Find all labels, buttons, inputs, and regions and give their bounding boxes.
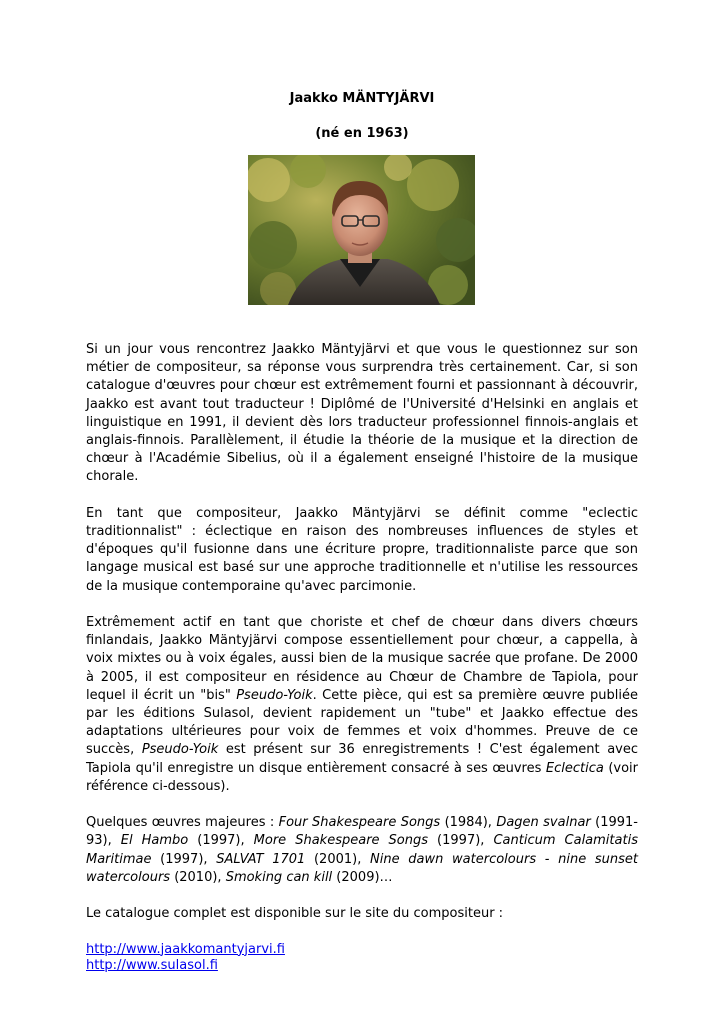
work-title-pseudo-yoik: Pseudo-Yoik xyxy=(236,687,313,703)
composer-name-heading: Jaakko MÄNTYJÄRVI xyxy=(289,91,435,106)
album-title-eclectica: Eclectica xyxy=(545,760,604,776)
work-title: Dagen svalnar xyxy=(496,815,591,831)
work-title: Canticum Calamitatis Maritimae xyxy=(86,833,638,867)
career-text: est présent sur 36 enregistrements ! C'est également avec Tapiola qu'il enregistre un disque entièrement consacré à ses œuvres xyxy=(86,742,639,776)
bio-paragraph-career xyxy=(86,614,638,796)
career-text: Extrêmement actif en tant que choriste et chef de chœur dans divers chœurs finlandais, Jaakko Mäntyjärvi compose essentiellement pour chœur, a cappella, à voix mixtes ou à voix égales, aussi bien de la musique sacrée que profane. De 2000 à 2005, il est compositeur en résidence au Chœur de Chambre de Tapiola, pour lequel il écrit un "bis" xyxy=(86,615,638,703)
work-title-pseudo-yoik: Pseudo-Yoik xyxy=(141,742,219,758)
work-title: More Shakespeare Songs xyxy=(253,833,429,849)
work-title: El Hambo xyxy=(120,833,189,849)
career-text: . Cette pièce, qui est sa première œuvre publiée par les éditions Sulasol, devient rapidement un "tube" et Jaakko effectue des adaptations ultérieures pour voix de femmes et voix d'hommes. Preuve de ce succès, xyxy=(86,687,638,758)
bio-paragraph-intro: Si un jour vous rencontrez Jaakko Mäntyjärvi et que vous le questionnez sur son métier de compositeur, sa réponse vous surprendra très certainement. Car, si son catalogue d'œuvres pour chœur est extrêmement fourni et passionnant à découvrir, Jaakko est avant tout traducteur ! Diplômé de l'Université d'Helsinki en anglais et linguistique en 1991, il devient dès lors traducteur professionnel finnois-anglais et anglais-finnois. Parallèlement, il étudie la théorie de la musique et la direction de chœur à l'Académie Sibelius, où il a également enseigné l'histoire de la musique chorale. xyxy=(86,342,638,485)
work-title: Nine dawn watercolours - nine sunset watercolours xyxy=(86,851,639,885)
bio-paragraph-style: En tant que compositeur, Jaakko Mäntyjärvi se définit comme "eclectic traditionnalist" : éclectique en raison des nombreuses influences de styles et d'époques qu'il fusionne dans une écriture propre, traditionnaliste parce que son langage musical est basé sur une approche traditionnelle et n'utilise les ressources de la musique contemporaine qu'avec parcimonie. xyxy=(86,505,638,594)
major-works-intro: Quelques œuvres majeures : xyxy=(86,815,279,831)
major-works-paragraph xyxy=(86,814,638,887)
work-date: (2010), xyxy=(170,869,226,885)
links-list xyxy=(86,942,638,974)
work-date: (1997), xyxy=(428,833,494,849)
career-text: (voir référence ci-dessous). xyxy=(86,760,638,794)
work-date: (1997), xyxy=(151,851,217,867)
biography-body xyxy=(86,341,638,974)
work-date: (1984), xyxy=(440,815,497,831)
work-date: (1991-93), xyxy=(86,815,638,849)
composer-website-link[interactable]: http://www.jaakkomantyjarvi.fi xyxy=(86,941,285,957)
work-date: (2001), xyxy=(305,851,371,867)
work-title: SALVAT 1701 xyxy=(216,851,306,867)
composer-portrait-photo xyxy=(248,155,475,305)
work-date: (2009)… xyxy=(332,869,393,885)
sulasol-website-link[interactable]: http://www.sulasol.fi xyxy=(86,957,218,973)
birth-year-heading: (né en 1963) xyxy=(315,126,409,141)
work-title: Smoking can kill xyxy=(225,869,333,885)
work-date: (1997), xyxy=(188,833,254,849)
work-title: Four Shakespeare Songs xyxy=(278,815,441,831)
catalogue-note: Le catalogue complet est disponible sur le site du compositeur : xyxy=(86,906,504,922)
